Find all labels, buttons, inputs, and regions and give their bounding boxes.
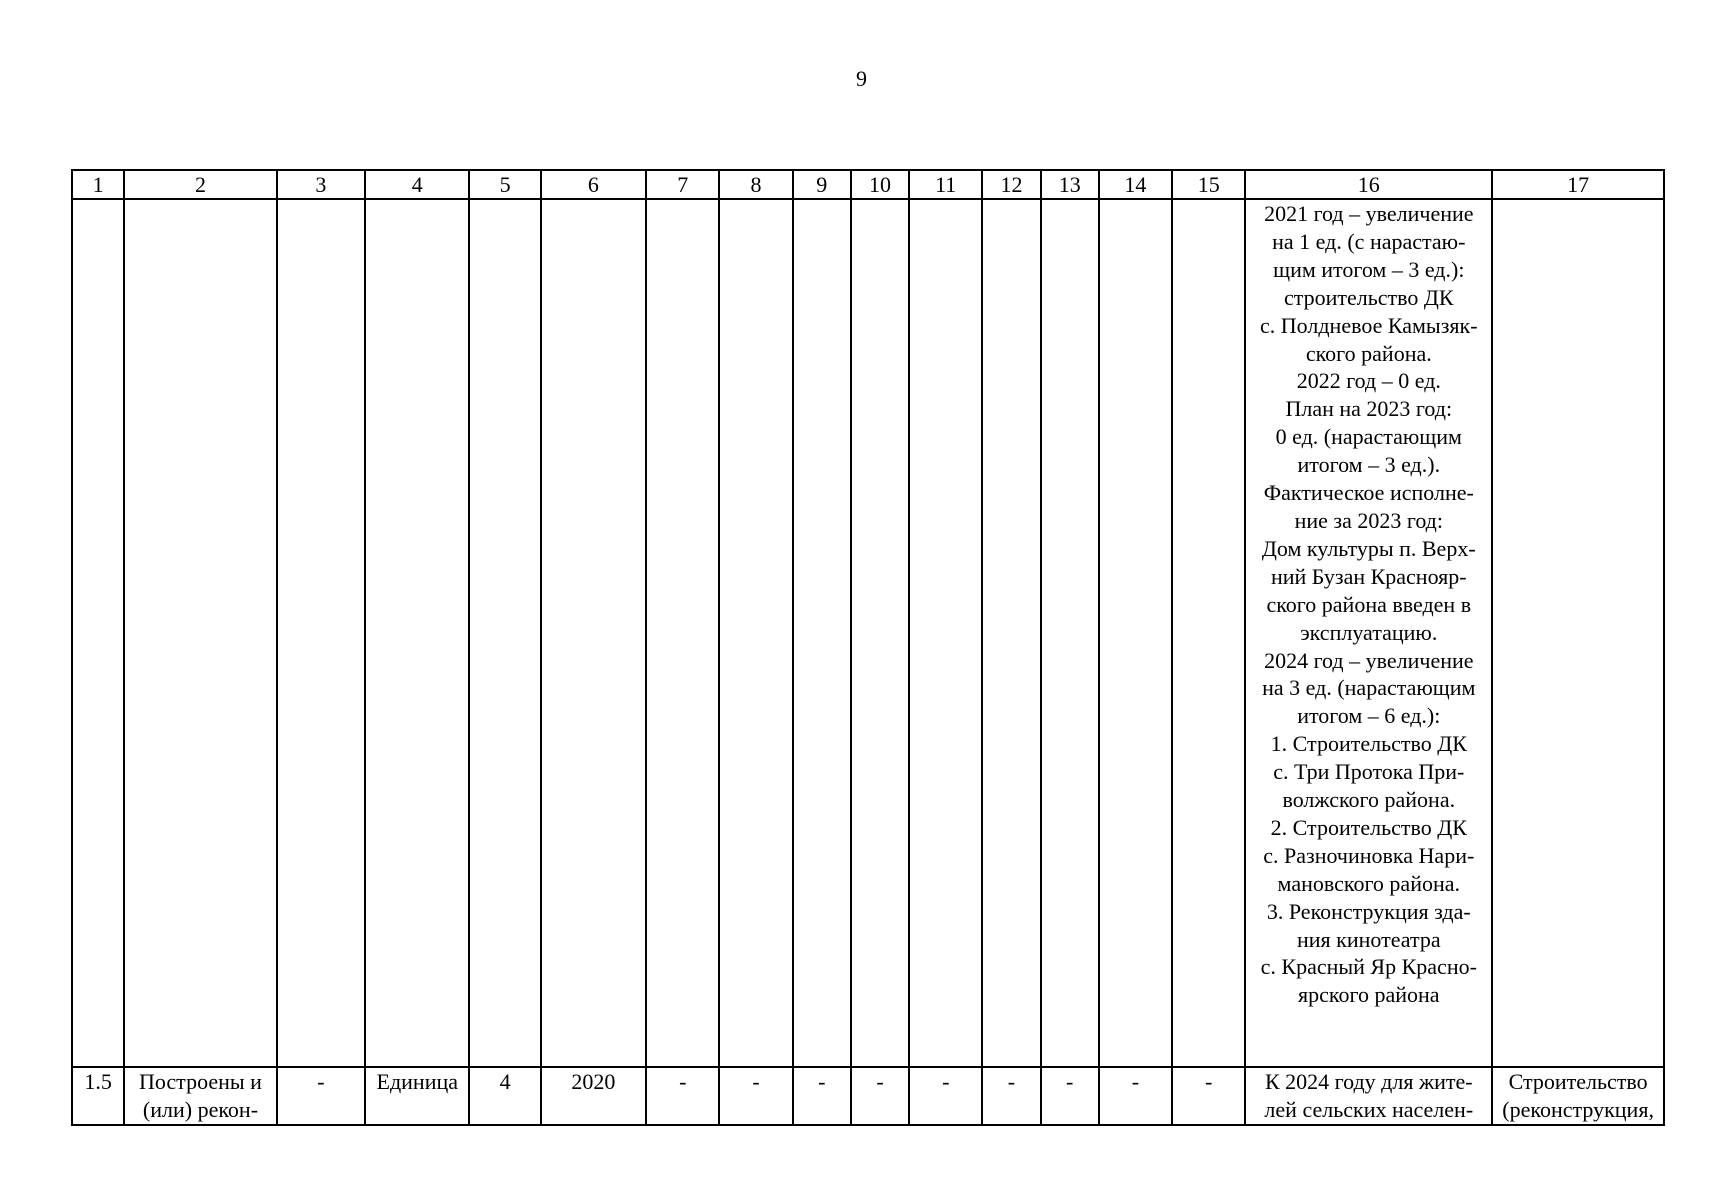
header-col-1: 1 — [72, 170, 124, 199]
cell-empty — [365, 199, 469, 1067]
text-line: План на 2023 год: — [1285, 396, 1453, 422]
text-line: с. Полдневое Камызяк- — [1260, 312, 1478, 338]
cell-col-11: - — [909, 1067, 982, 1125]
header-row — [72, 170, 1664, 199]
text-line: ского района. — [1305, 340, 1432, 366]
text-line: Строительство — [1508, 1069, 1648, 1094]
header-col-5: 5 — [469, 170, 540, 199]
text-line: ние за 2023 год: — [1294, 507, 1443, 533]
text-line: 2022 год – 0 ед. — [1296, 368, 1441, 394]
text-line: 2024 год – увеличение — [1264, 647, 1474, 673]
cell-empty — [469, 199, 540, 1067]
cell-empty — [982, 199, 1040, 1067]
cell-col-15: - — [1172, 1067, 1245, 1125]
cell-col-12: - — [982, 1067, 1040, 1125]
text-line: эксплуатацию. — [1300, 619, 1438, 645]
text-line: строительство ДК — [1283, 284, 1454, 310]
cell-empty — [719, 199, 792, 1067]
text-line: 1. Строительство ДК — [1270, 731, 1467, 757]
text-line: итогом – 6 ед.): — [1297, 703, 1441, 729]
text-line: 3. Реконструкция зда- — [1266, 898, 1471, 924]
cell-col-8: - — [719, 1067, 792, 1125]
page-number: 9 — [856, 66, 867, 91]
cell-col-3: - — [277, 1067, 365, 1125]
header-col-3: 3 — [277, 170, 365, 199]
text-line: К 2024 году для жите- — [1264, 1069, 1473, 1094]
cell-empty — [646, 199, 719, 1067]
header-col-7: 7 — [646, 170, 719, 199]
text-line: 0 ед. (нарастающим — [1275, 424, 1462, 450]
text-line: ского района введен в — [1266, 591, 1472, 617]
data-table — [71, 169, 1665, 1126]
cell-unit: Единица — [365, 1067, 469, 1125]
text-line: (реконструкция, — [1502, 1096, 1654, 1122]
header-col-6: 6 — [541, 170, 646, 199]
cell-empty — [909, 199, 982, 1067]
cell-notes — [1492, 1067, 1664, 1125]
header-col-9: 9 — [793, 170, 851, 199]
cell-col-9: - — [793, 1067, 851, 1125]
cell-col-13: - — [1041, 1067, 1099, 1125]
text-line: ний Бузан Краснояр- — [1270, 563, 1467, 589]
header-col-4: 4 — [365, 170, 469, 199]
header-col-16: 16 — [1245, 170, 1492, 199]
text-line: Построены и — [138, 1069, 262, 1094]
table-row-1-5 — [72, 1067, 1664, 1125]
text-line: на 3 ед. (нарастающим — [1262, 675, 1476, 701]
cell-empty — [793, 199, 851, 1067]
cell-year: 2020 — [541, 1067, 646, 1125]
text-line: на 1 ед. (с нарастаю- — [1272, 228, 1466, 254]
cell-description — [1245, 1067, 1492, 1125]
text-line: 2. Строительство ДК — [1270, 814, 1467, 840]
text-line: волжского района. — [1282, 787, 1456, 813]
cell-empty — [541, 199, 646, 1067]
header-col-2: 2 — [124, 170, 277, 199]
text-line: с. Три Протока При- — [1273, 759, 1465, 785]
cell-description-continuation — [1245, 199, 1492, 1067]
header-col-14: 14 — [1099, 170, 1172, 199]
header-col-12: 12 — [982, 170, 1040, 199]
text-line: лей сельских населен- — [1264, 1096, 1474, 1122]
cell-empty — [1492, 199, 1664, 1067]
header-col-8: 8 — [719, 170, 792, 199]
text-line: мановского района. — [1277, 870, 1461, 896]
cell-col-10: - — [851, 1067, 909, 1125]
cell-empty — [1099, 199, 1172, 1067]
cell-indicator-name — [124, 1067, 277, 1125]
text-line: Дом культуры п. Верх- — [1261, 535, 1476, 561]
text-line: 2021 год – увеличение — [1264, 201, 1474, 226]
cell-empty — [1041, 199, 1099, 1067]
cell-col-7: - — [646, 1067, 719, 1125]
header-col-13: 13 — [1041, 170, 1099, 199]
text-line: итогом – 3 ед.). — [1297, 452, 1441, 478]
text-line: ния кинотеатра — [1296, 926, 1441, 952]
text-line: с. Красный Яр Красно- — [1260, 954, 1477, 980]
cell-col-14: - — [1099, 1067, 1172, 1125]
text-line: ярского района — [1298, 982, 1440, 1008]
cell-empty — [1172, 199, 1245, 1067]
text-line: с. Разночиновка Нари- — [1263, 842, 1475, 868]
cell-empty — [124, 199, 277, 1067]
cell-empty — [72, 199, 124, 1067]
text-line: (или) рекон- — [142, 1096, 259, 1122]
header-col-17: 17 — [1492, 170, 1664, 199]
cell-empty — [277, 199, 365, 1067]
cell-col-5: 4 — [469, 1067, 540, 1125]
table-row-continuation — [72, 199, 1664, 1067]
header-col-15: 15 — [1172, 170, 1245, 199]
header-col-10: 10 — [851, 170, 909, 199]
header-col-11: 11 — [909, 170, 982, 199]
text-line: Фактическое исполне- — [1263, 480, 1474, 506]
cell-empty — [851, 199, 909, 1067]
text-line: щим итогом – 3 ед.): — [1273, 256, 1465, 282]
cell-row-number: 1.5 — [72, 1067, 124, 1125]
